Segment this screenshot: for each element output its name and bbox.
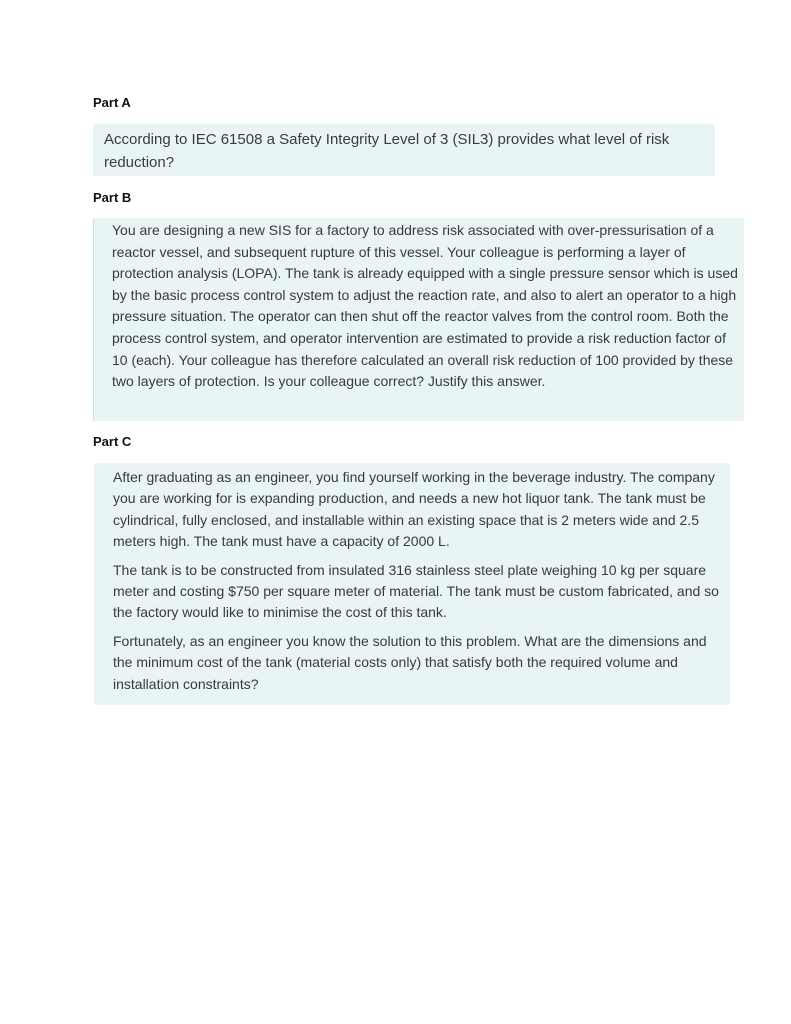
part-b-question-box <box>93 218 744 421</box>
part-b-question: You are designing a new SIS for a factory to address risk associated with over-pressurisation of a reactor vessel, and subsequent rupture of this vessel. Your colleague is performing a layer of protection analysis (LOPA). The tank is already equipped with a single pressure sensor which is used by the basic process control system to adjust the reaction rate, and also to alert an operator to a high pressure situation. The operator can then shut off the reactor valves from the control room. Both the process control system, and operator intervention are estimated to provide a risk reduction factor of 10 (each). Your colleague has therefore calculated an overall risk reduction of 100 provided by these two layers of protection. Is your colleague correct? Justify this answer. <box>112 222 738 390</box>
part-c-heading: Part C <box>93 434 132 449</box>
part-a-question-box <box>93 124 715 176</box>
part-a-question: According to IEC 61508 a Safety Integrity Level of 3 (SIL3) provides what level of risk reduction? <box>104 131 670 171</box>
part-c-question-box <box>94 463 730 705</box>
part-b-heading: Part B <box>93 190 132 205</box>
part-c-paragraph-3: Fortunately, as an engineer you know the solution to this problem. What are the dimensions and the minimum cost of the tank (material costs only) that satisfy both the required volume and installation constraints? <box>113 632 707 692</box>
part-c-paragraph-2: The tank is to be constructed from insulated 316 stainless steel plate weighing 10 kg per square meter and costing $750 per square meter of material. The tank must be custom fabricated, and so the factory would like to minimise the cost of this tank. <box>113 561 719 621</box>
part-a-heading: Part A <box>93 95 131 110</box>
part-c-paragraph-1: After graduating as an engineer, you find yourself working in the beverage industry. The company you are working for is expanding production, and needs a new hot liquor tank. The tank must be cylindrical, fully enclosed, and installable within an existing space that is 2 meters wide and 2.5 meters high. The tank must have a capacity of 2000 L. <box>113 469 715 550</box>
